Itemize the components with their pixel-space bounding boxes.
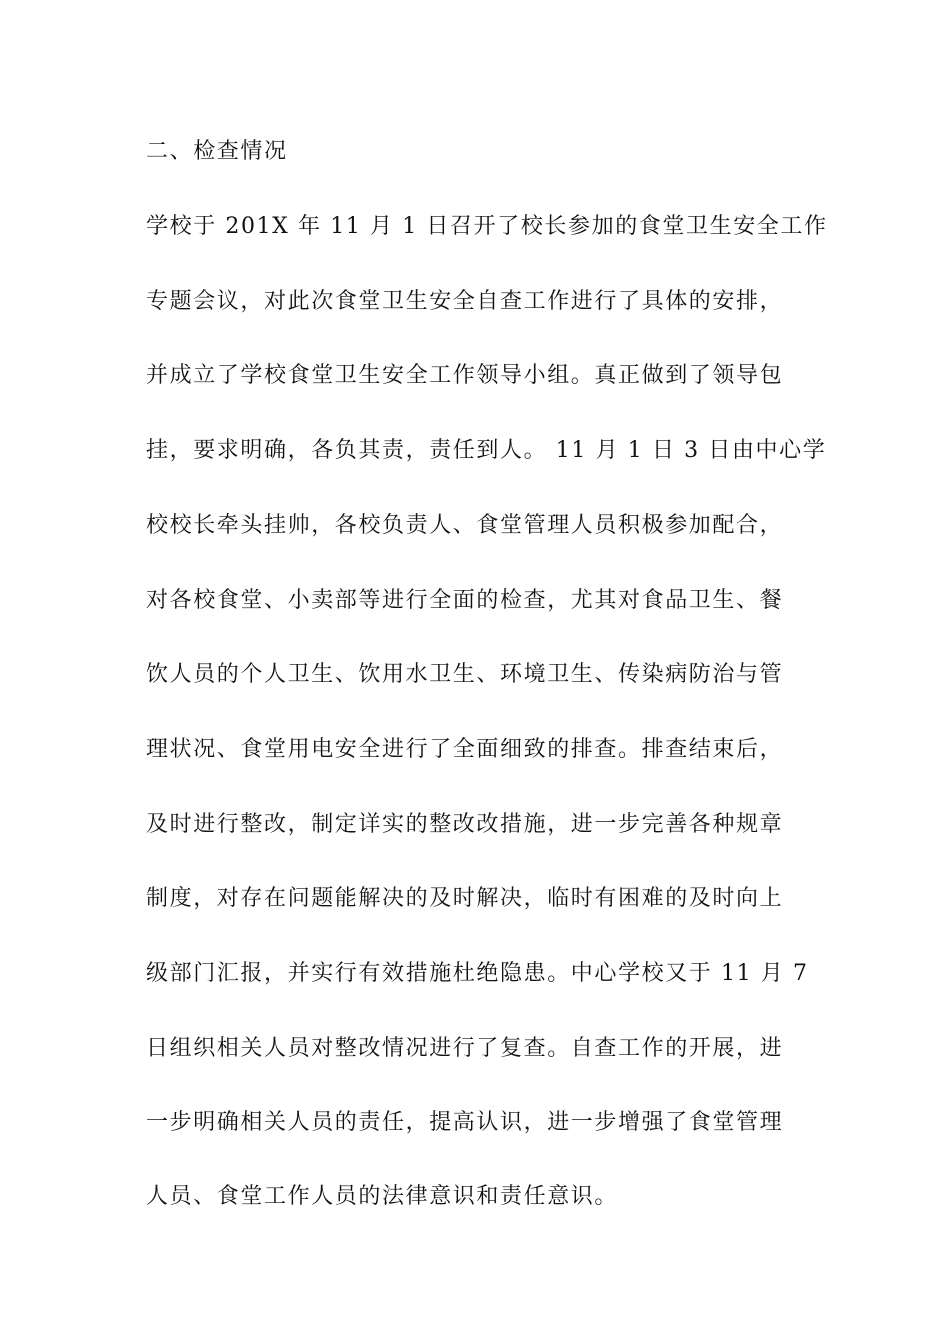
paragraph-line: 学校于 201X 年 11 月 1 日召开了校长参加的食堂卫生安全工作 xyxy=(146,214,828,239)
paragraph-line: 饮人员的个人卫生、饮用水卫生、环境卫生、传染病防治与管 xyxy=(146,662,784,687)
paragraph-line: 校校长牵头挂帅，各校负责人、食堂管理人员积极参加配合， xyxy=(146,513,784,538)
section-heading: 二、检查情况 xyxy=(146,139,288,164)
paragraph-line: 级部门汇报，并实行有效措施杜绝隐患。中心学校又于 11 月 7 xyxy=(146,961,809,986)
paragraph-line: 对各校食堂、小卖部等进行全面的检查，尤其对食品卫生、餐 xyxy=(146,588,784,613)
paragraph-line: 人员、食堂工作人员的法律意识和责任意识。 xyxy=(146,1184,619,1209)
paragraph-line: 理状况、食堂用电安全进行了全面细致的排查。排查结束后， xyxy=(146,737,784,762)
paragraph-line: 一步明确相关人员的责任，提高认识，进一步增强了食堂管理 xyxy=(146,1110,784,1135)
paragraph-line: 制度，对存在问题能解决的及时解决，临时有困难的及时向上 xyxy=(146,886,784,911)
paragraph-line: 挂，要求明确，各负其责，责任到人。 11 月 1 日 3 日由中心学 xyxy=(146,438,827,463)
paragraph-line: 并成立了学校食堂卫生安全工作领导小组。真正做到了领导包 xyxy=(146,363,784,388)
paragraph-line: 专题会议，对此次食堂卫生安全自查工作进行了具体的安排， xyxy=(146,289,784,314)
paragraph-line: 及时进行整改，制定详实的整改改措施，进一步完善各种规章 xyxy=(146,812,784,837)
paragraph-line: 日组织相关人员对整改情况进行了复查。自查工作的开展，进 xyxy=(146,1036,784,1061)
